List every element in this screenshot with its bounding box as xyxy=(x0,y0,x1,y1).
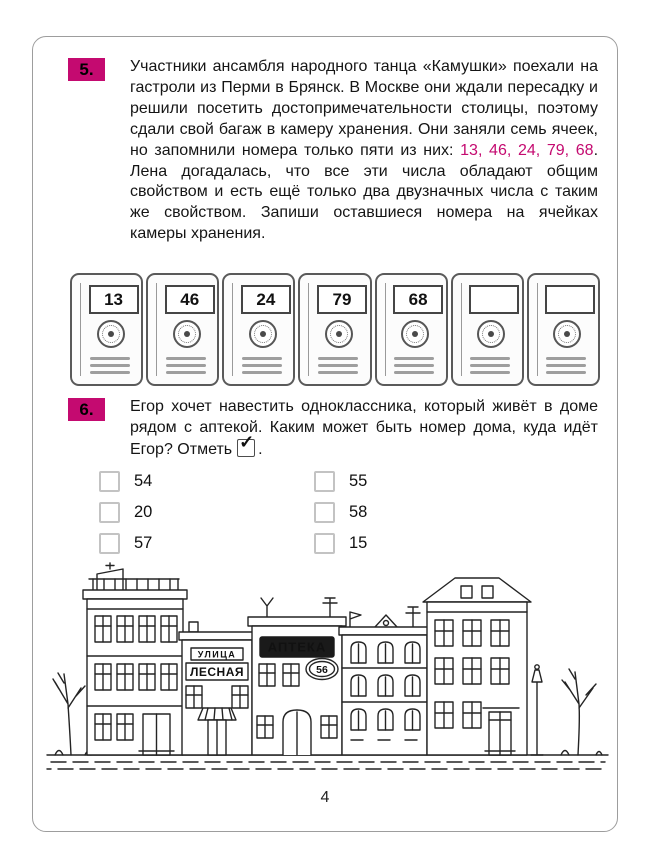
street-name-sign xyxy=(186,648,248,680)
answer-option xyxy=(314,502,529,522)
locker-dial-icon xyxy=(477,320,505,348)
pharmacy-house-number: 56 xyxy=(316,664,328,676)
task5-locker-numbers: 13, 46, 24, 79, 68 xyxy=(460,141,594,159)
locker-answer-plate[interactable] xyxy=(469,285,519,314)
pharmacy-house xyxy=(248,598,346,755)
locker-hinge xyxy=(537,283,538,376)
task6-text-period: . xyxy=(258,440,263,458)
page-number: 4 xyxy=(320,789,330,806)
locker-hinge xyxy=(308,283,309,376)
pharmacy-number-plate xyxy=(306,659,338,680)
task5-text-continued: . Лена догадалась, что все эти числа обладают общим свойством и есть ещё только два двузначных числа с таким же свойством. Запиши оставшиеся номера на ячейках камеры хранения. xyxy=(130,141,599,243)
locker-number-plate: 13 xyxy=(89,285,139,314)
pharmacy-sign-label: АПТЕКА xyxy=(267,639,327,655)
answer-option-label: 57 xyxy=(134,533,153,552)
house-5 xyxy=(423,578,531,755)
answer-checkbox[interactable] xyxy=(99,502,120,523)
task5-text-block xyxy=(130,57,598,245)
locker-number-plate: 46 xyxy=(165,285,215,314)
locker-hinge xyxy=(80,283,81,376)
locker-dial-icon xyxy=(553,320,581,348)
lamp-post xyxy=(531,665,543,755)
check-mark-icon xyxy=(237,431,255,457)
locker xyxy=(527,273,600,386)
pharmacy-sign xyxy=(260,637,334,657)
house-4 xyxy=(339,607,430,755)
locker-hinge xyxy=(156,283,157,376)
answer-option xyxy=(99,502,314,522)
locker xyxy=(298,273,371,386)
locker-vents xyxy=(394,353,434,374)
locker-hinge xyxy=(385,283,386,376)
ground xyxy=(47,755,608,769)
locker-answer-plate[interactable] xyxy=(545,285,595,314)
locker-dial-icon xyxy=(249,320,277,348)
locker-number-plate: 24 xyxy=(241,285,291,314)
locker-hinge xyxy=(232,283,233,376)
locker-vents xyxy=(242,353,282,374)
answer-option-label: 58 xyxy=(349,502,368,521)
answer-option xyxy=(314,471,529,491)
lockers-row xyxy=(70,273,600,386)
answer-option-label: 55 xyxy=(349,471,368,490)
answer-option xyxy=(314,533,529,553)
locker-dial-icon xyxy=(97,320,125,348)
locker-hinge xyxy=(461,283,462,376)
locker xyxy=(70,273,143,386)
locker-vents xyxy=(546,353,586,374)
house-1 xyxy=(83,563,187,755)
locker-dial-icon xyxy=(173,320,201,348)
answer-option-label: 54 xyxy=(134,471,153,490)
answer-options-grid xyxy=(99,471,529,553)
answer-checkbox[interactable] xyxy=(314,471,335,492)
answer-checkbox[interactable] xyxy=(314,533,335,554)
locker-vents xyxy=(166,353,206,374)
locker-dial-icon xyxy=(325,320,353,348)
street-illustration xyxy=(45,562,610,774)
answer-option xyxy=(99,533,314,553)
locker xyxy=(451,273,524,386)
task6-number-badge: 6. xyxy=(68,398,105,421)
right-tree xyxy=(561,669,602,755)
locker-vents xyxy=(90,353,130,374)
locker-number-plate: 79 xyxy=(317,285,367,314)
task6-text-block xyxy=(130,397,598,461)
locker xyxy=(375,273,448,386)
locker-number-plate: 68 xyxy=(393,285,443,314)
answer-checkbox[interactable] xyxy=(314,502,335,523)
locker xyxy=(222,273,295,386)
locker-vents xyxy=(470,353,510,374)
answer-option xyxy=(99,471,314,491)
street-sign-line2: ЛЕСНАЯ xyxy=(189,665,245,679)
task6-text: Егор хочет навестить одноклассника, который живёт в доме рядом с аптекой. Каким может быть номер дома, куда идёт Егор? Отметь xyxy=(130,398,598,458)
task5-number-badge: 5. xyxy=(68,58,105,81)
answer-checkbox[interactable] xyxy=(99,533,120,554)
answer-checkbox[interactable] xyxy=(99,471,120,492)
left-tree xyxy=(53,673,91,755)
locker-dial-icon xyxy=(401,320,429,348)
street-sign-line1: УЛИЦА xyxy=(197,649,237,660)
locker xyxy=(146,273,219,386)
answer-option-label: 15 xyxy=(349,533,368,552)
locker-vents xyxy=(318,353,358,374)
answer-option-label: 20 xyxy=(134,502,153,521)
street-sign-house xyxy=(179,622,255,755)
task5-text: Участники ансамбля народного танца «Камушки» поехали на гастроли из Перми в Брянск. В Москве они ждали пересадку и решили посетить достопримечательности столицы, поэтому сдали свой багаж в камеру хранения. Они заняли семь ячеек, но запомнили номера только пяти из них: xyxy=(130,58,598,159)
check-mark-char: ✓ xyxy=(239,431,255,452)
